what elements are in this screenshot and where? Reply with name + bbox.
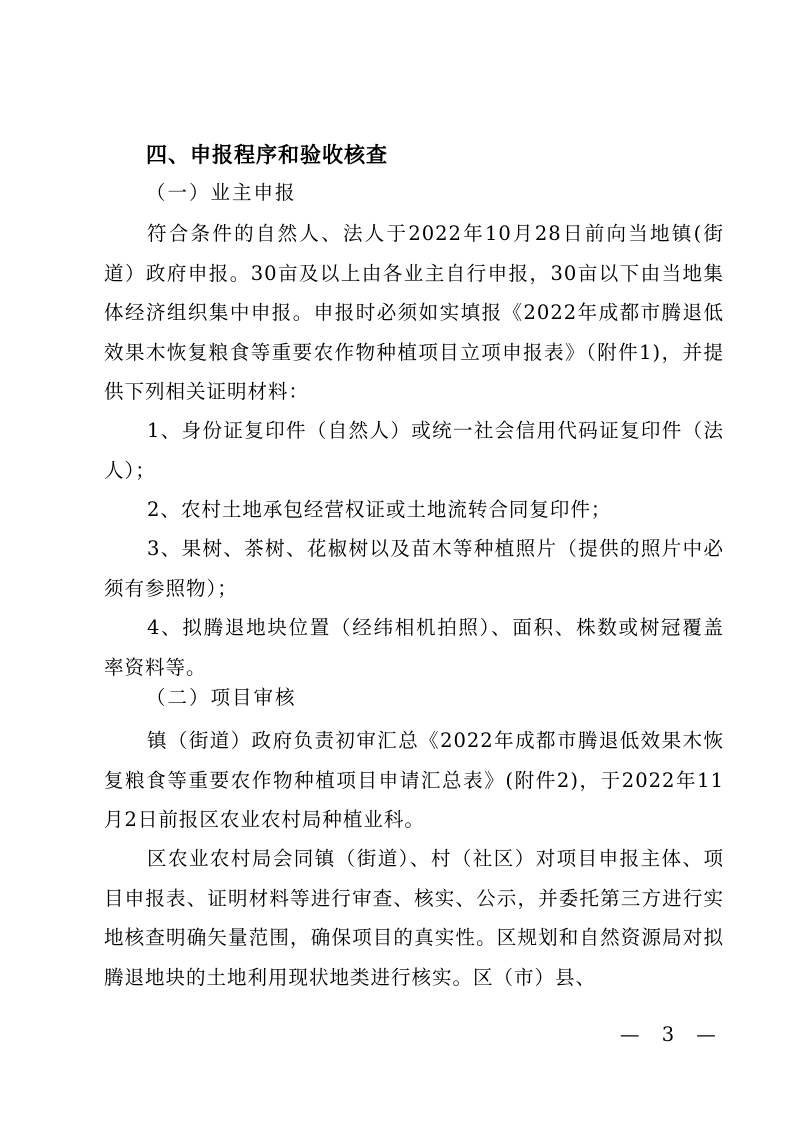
paragraph-item-2: 2、农村土地承包经营权证或土地流转合同复印件； (147, 498, 612, 521)
subsection-project-review: （二）项目审核 (146, 686, 297, 709)
page-number: — 3 — (620, 1023, 724, 1046)
paragraph-application-conditions: 符合条件的自然人、法人于2022年10月28日前向当地镇(街道）政府申报。30亩及以上由各业主自行申报，30亩以下由当地集体经济组织集中申报。申报时必须如实填报《2022年成都市腾退低效果木恢复粮食等重要农作物种植项目立项申报表》（附件1)，并提供下列相关证明材料： (104, 222, 724, 403)
paragraph-item-3: 3、果树、茶树、花椒树以及苗木等种植照片（提供的照片中必须有参照物）； (104, 537, 724, 600)
paragraph-item-4: 4、拟腾退地块位置（经纬相机拍照）、面积、株数或树冠覆盖率资料等。 (104, 616, 724, 679)
paragraph-item-1: 1、身份证复印件（自然人）或统一社会信用代码证复印件（法人）； (104, 419, 724, 482)
subsection-owner-application: （一）业主申报 (146, 181, 297, 204)
paragraph-district-review: 区农业农村局会同镇（街道）、村（社区）对项目申报主体、项目申报表、证明材料等进行审查、核实、公示，并委托第三方进行实地核查明确矢量范围，确保项目的真实性。区规划和自然资源局对拟腾退地块的土地利用现状地类进行核实。区（市）县、 (104, 847, 724, 989)
section-heading: 四、申报程序和验收核查 (146, 143, 388, 167)
paragraph-town-review: 镇（街道）政府负责初审汇总《2022年成都市腾退低效果木恢复粮食等重要农作物种植项目申请汇总表》(附件2)，于2022年11月2日前报区农业农村局种植业科。 (104, 729, 724, 831)
